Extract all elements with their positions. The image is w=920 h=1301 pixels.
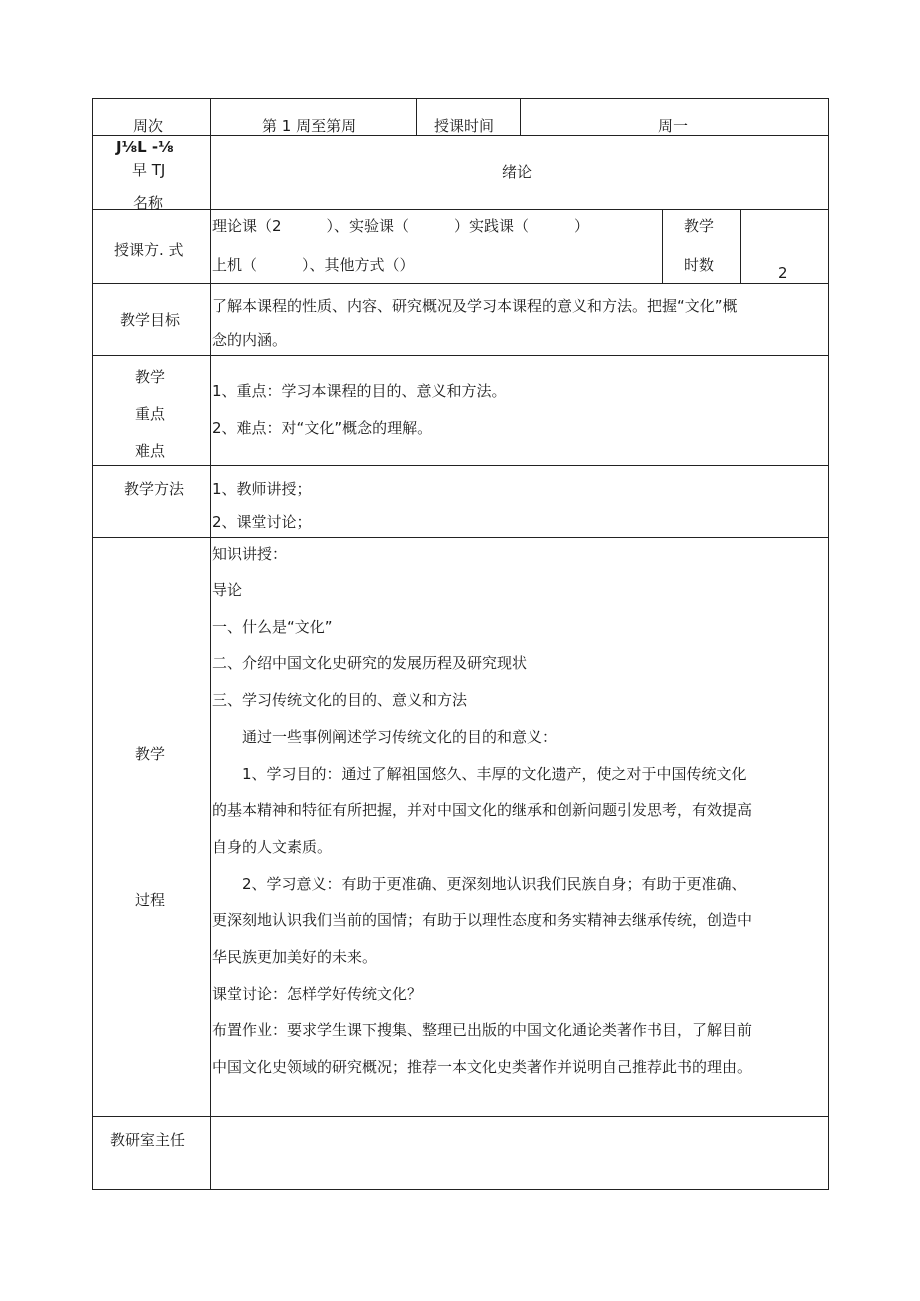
key-point-line: 1、重点：学习本课程的目的、意义和方法。 xyxy=(212,382,507,400)
teaching-time-label: 授课时间 xyxy=(434,117,495,135)
row1-divider xyxy=(520,98,521,135)
chapter-label-line1: J⅛L -⅛ xyxy=(116,138,174,156)
process-line: 更深刻地认识我们当前的国情；有助于以理性态度和务实精神去继承传统，创造中 xyxy=(212,911,753,929)
row-divider xyxy=(92,355,829,356)
teaching-objective-line1: 了解本课程的性质、内容、研究概况及学习本课程的意义和方法。把握“文化”概 xyxy=(212,297,738,315)
teaching-process-label-2: 过程 xyxy=(135,891,166,909)
difficult-point-line: 2、难点：对“文化”概念的理解。 xyxy=(212,419,433,437)
chapter-label-line3: 名称 xyxy=(133,194,164,212)
teaching-method-label: 教学方法 xyxy=(124,480,185,498)
table-border-right xyxy=(828,98,829,1190)
teaching-method-line1: 1、教师讲授； xyxy=(212,480,312,498)
process-line: 一、什么是“文化” xyxy=(212,618,333,636)
chapter-label-line2: 早 TJ xyxy=(132,161,166,179)
key-points-label-2: 重点 xyxy=(135,405,166,423)
teaching-process-label-1: 教学 xyxy=(135,745,166,763)
week-value: 第 1 周至第周 xyxy=(262,117,357,135)
chapter-title: 绪论 xyxy=(502,163,533,181)
row3-divider xyxy=(662,209,663,283)
teaching-mode-label: 授课方. 式 xyxy=(114,241,184,259)
process-line: 通过一些事例阐述学习传统文化的目的和意义： xyxy=(212,728,558,746)
row-divider xyxy=(92,465,829,466)
table-border-top xyxy=(92,98,829,99)
row-divider xyxy=(92,283,829,284)
teaching-time-value: 周一 xyxy=(658,117,689,135)
process-line: 自身的人文素质。 xyxy=(212,838,333,856)
key-points-label-3: 难点 xyxy=(135,442,166,460)
process-line: 导论 xyxy=(212,581,243,599)
teaching-objective-label: 教学目标 xyxy=(120,311,181,329)
row-divider xyxy=(92,537,829,538)
row1-divider xyxy=(416,98,417,135)
process-line: 二、介绍中国文化史研究的发展历程及研究现状 xyxy=(212,654,528,672)
week-label: 周次 xyxy=(133,117,164,135)
process-line: 中国文化史领域的研究概况；推荐一本文化史类著作并说明自己推荐此书的理由。 xyxy=(212,1058,753,1076)
table-border-left xyxy=(92,98,93,1190)
teaching-method-line2: 2、课堂讨论； xyxy=(212,513,312,531)
teaching-objective-line2: 念的内涵。 xyxy=(212,331,288,349)
process-line: 布置作业：要求学生课下搜集、整理已出版的中国文化通论类著作书目，了解目前 xyxy=(212,1021,753,1039)
teaching-mode-line2: 上机（ ）、其他方式（） xyxy=(212,256,415,274)
row3-divider xyxy=(740,209,741,283)
table-border-bottom xyxy=(92,1189,829,1190)
process-line: 的基本精神和特征有所把握，并对中国文化的继承和创新问题引发思考，有效提高 xyxy=(212,801,753,819)
row-divider xyxy=(92,1116,829,1117)
process-line: 知识讲授： xyxy=(212,545,288,563)
column-divider xyxy=(210,98,211,1190)
process-line: 1、学习目的：通过了解祖国悠久、丰厚的文化遗产，使之对于中国传统文化 xyxy=(212,765,747,783)
teaching-mode-line1: 理论课（2 ）、实验课（ ）实践课（ ） xyxy=(212,217,590,235)
key-points-label-1: 教学 xyxy=(135,368,166,386)
teaching-hours-value: 2 xyxy=(778,264,788,282)
teaching-hours-label-1: 教学 xyxy=(684,217,715,235)
department-head-label: 教研室主任 xyxy=(110,1131,186,1149)
process-line: 课堂讨论：怎样学好传统文化？ xyxy=(212,985,423,1003)
process-line: 三、学习传统文化的目的、意义和方法 xyxy=(212,691,468,709)
teaching-hours-label-2: 时数 xyxy=(684,256,715,274)
process-line: 2、学习意义：有助于更准确、更深刻地认识我们民族自身；有助于更准确、 xyxy=(212,875,747,893)
process-line: 华民族更加美好的未来。 xyxy=(212,948,378,966)
row-divider xyxy=(92,209,829,210)
